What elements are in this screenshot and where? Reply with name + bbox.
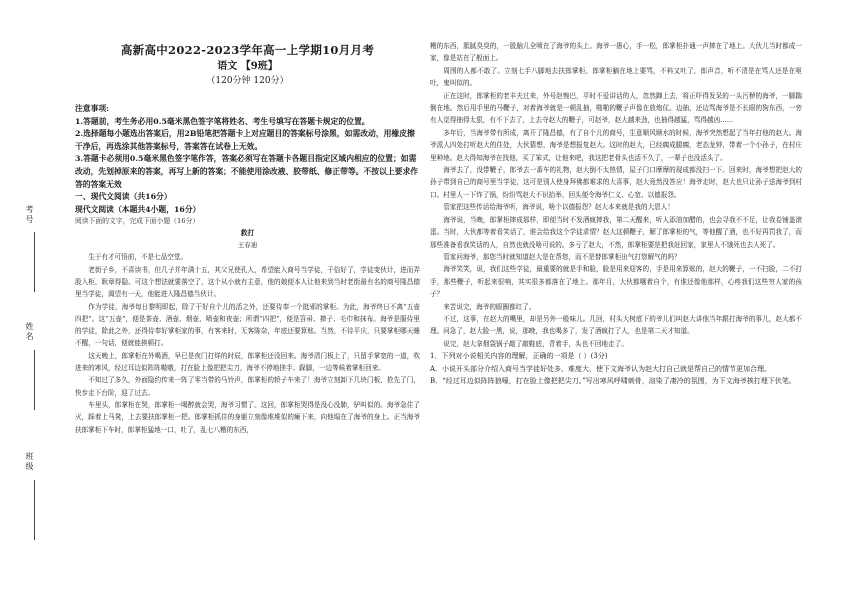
exam-no-line	[34, 232, 35, 292]
passage-paragraph: 正在这时，郎掌柜的老丰夫过来，外号赵惋巴，平时不爱讲话的人，忽然蹿上去，将正吓得发呆的一头污秽的海爷，一脚踹倒在地。然后用手里的马鞭子，对着海爷就是一顿乱抽，啪啪的鞭子声像在放炮仗。边抽，还边骂海爷是不长眼的狗东西，一旁有人觉得抽得太狠，有不下去了，上去夺赵大的鞭子，可赵爷，赵大越来劲，也抽得越猛，骂得越凶……	[430, 91, 802, 125]
passage-paragraph: 不知过了多久，外面隐约传来一阵了零当带的马铃声，郎掌柜的轿子车来了！海爷立刻卸下几块门板，抢先了门，快步走下台阶，迎了过去。	[75, 376, 420, 397]
section-subheading: 现代文阅读（本题共4小题，16分）	[75, 204, 201, 214]
right-column	[430, 40, 802, 388]
passage-author: 王春迪	[237, 241, 258, 250]
name-label: 姓名	[25, 322, 34, 342]
section-heading: 一、现代文阅读（共16分）	[75, 192, 172, 202]
passage-paragraph: 周围的人都不敢了。立刻七手八脚地去扶郎掌柜。郎掌柜躺在地上要骂，不料又吐了，郎声音，听不清是在骂人还是在呕吐，鬼叫似的。	[430, 66, 802, 88]
question-option-a: A．小说开头部分介绍入商号当学徒好处多、难度大，使下文海爷认为赵大打自己就是帮自己的情节更加合理。	[430, 364, 772, 373]
exam-title: 高新高中2022-2023学年高一上学期10月月考	[120, 43, 375, 57]
reading-instruction: 阅读下面的文字，完成下面小题（16分）	[75, 217, 200, 226]
passage-paragraph: 海爷说，当晚，郎掌柜摔成那样，即便当时不发酒疯摔我，第二天醒来，听人添油加醋的，也会寻我不不足，让我卷铺盖滚蛋。当时，大伙都等着看笑话了，谁会给我这个学徒求情？赵大这顿鞭子，解了郎掌柜的气，等他醒了酒，也不好再罚我了，而那些准备看我笑话的人，自然也就没啥可说的。多亏了赵大，不然，郎掌柜要是把我赶回家，家里人不饿死也去人死了。	[430, 215, 802, 249]
passage-paragraph: 来苦说完，海爷的眼圈都红了。	[443, 302, 536, 311]
passage-paragraph: 管家把这些传话给海爷听，海爷说，啥个以德报怨？赵大本来就是我的大恩人！	[443, 203, 674, 212]
name-line	[34, 350, 35, 410]
passage-paragraph: 不过，这事，在赵大的嘴里，却是另外一般味儿。几回，村头大树底下的爷儿们叫赵大讲他当年跟打海爷的事儿，赵大都不理。问急了，赵大脸一黑，说，那晚，我也喝多了，发了酒疯打了人，也是第二天才知道。	[430, 314, 802, 336]
notes-title: 注意事项:	[75, 104, 110, 113]
binding-margin	[0, 0, 62, 608]
notes-item: 3.答题卡必须用0.5毫米黑色签字笔作答，答案必须写在答题卡各题目指定区域内相应的位置；如需改动，先划掉原来的答案，再写上新的答案；不能使用涂改液、胶带纸、修正带等。不按以上要求作答的答案无效	[75, 154, 419, 189]
class-line	[34, 480, 35, 540]
passage-paragraph: 这天晚上，郎掌柜在外喝酒，早已是夜门打烊的时辰，郎掌柜还没回来。海爷清门板上了，只留手掌宽的一道，吹进来的寒风，经过耳边似阵阵嗷嗷，打在脸上像把把尖刀，海爷不停地搓手、跺脚，一边等候着掌柜回来。	[75, 351, 420, 373]
passage-paragraph: 海爷笑笑，说，我们这些学徒，最重要的就是手和脸，脸是用来迎客的，手是用来算账的，赵大的鞭子，一不扫脸，二不打手，那些鞭子，听起来很响，其实很多都落在了地上。那年月，大伙都嚷着自个，有谁还像他那样，心疼我们这些穷人家的孩子？	[430, 265, 802, 299]
passage-paragraph: 生于有才可悟前，不是七品空堂。	[88, 253, 188, 262]
exam-no-label: 考号	[25, 205, 34, 225]
passage-paragraph: 说完，赵大拿烟袋锅子敲了敲鞋底，背着手，头也不回地走了。	[443, 339, 628, 348]
notes-item: 1.答题前，考生务必用0.5毫米黑色签字笔将姓名、考生号填写在答题卡规定的位置。	[75, 116, 370, 126]
passage-paragraph: 糟的东西，胝腻臭臭的，一股脑儿全喷在了海爷的头上。海爷一愚心，手一松，郎掌柜扑通一声摔在了地上。大伙儿当时都成一家，像是站在了般面上。	[430, 42, 802, 63]
passage-title: 救打	[240, 229, 255, 238]
class-label: 班级	[25, 452, 34, 472]
passage-paragraph: 作为学徒，海爷每日黎明即起，除了干好自个儿的活之外，还要侍奉一个挺邪的掌柜。为此，海爷终日不离“五壶四把”。这“五壶”，便是茶壶、酒壶、烟壶、喷壶和夜壶；所谓“四把”，便是笤帚、掸子、毛巾和抹布。海爷是服侍里的学徒，除此之外，还得侍奉好掌柜家的事，有客来时，无客陈杂，年底还要算账。当然，不待平庆，只要掌柜哪天睡不醒，一句话，便就能挨顿打。	[75, 302, 420, 348]
question-stem: 1．下列对小说相关内容的理解，正确的一项是（ ）(3分)	[430, 352, 608, 361]
passage-paragraph: 海爷去了，没带鞭子，郎爷去一番车的礼物，赵大倒不太热情，屋子门口摩摩的现成都没扫一下。回来时，海爷想把赵大的孙子带到自己的商号里当学徒，这可是别人使身拜佛都难求的大喜事，赵大竟然没答应！海爷走时，赵大也只让孙子送海爷到村口。村里人一下炸了锅，纷纷骂赵大不识抬举，回头便令海爷仁义、心宽、以德报怨。	[430, 166, 802, 199]
question-option-b: B．“经过耳边似阵阵狼嚎，打在脸上像把把尖刀。”写出寒风呼啸刺骨，渲染了凄冷的氛围，为下文海爷挨打埋下伏笔。	[430, 377, 796, 386]
exam-subject: 语文 【9班】	[217, 61, 278, 72]
passage-paragraph: 多年后，当海爷带有所成，离开了隆昌德，有了自个儿的商号，生意顺风顺水的时候，海爷突然想起了当年打他的赵大。海爷派人四处打听赵大的住处，大伙猜想，海爷是想报复赵大。这时的赵大，已经瘸成腿瘸，老态龙钟，带着一个小孙子，在村庄里种地。赵大得知海爷在找他，买了笨式，让他来吧，我这把老骨头也活不久了，一辈子也没活头了。	[430, 128, 802, 162]
exam-duration: （120分钟 120分）	[206, 76, 289, 86]
notes-item: 2.选择题每小题选出答案后，用2B铅笔把答题卡上对应题目的答案标号涂黑，如需改动，用橡皮擦干净后，再选涂其他答案标号，答案答在试卷上无效。	[75, 129, 415, 151]
passage-paragraph: 老街子乡，不喜读书，但几子并年满十五，其父兄使孔人，希望能入商号当学徒，干俗好了，学徒变伙计，进而弄股入柜，耿章得隐。可这个想法就要落空了，这个从小就有主意，他的娘便本人让他来到当时老街最有名的商号隆昌德里当学徒，渴望有一天，他能进入隆昌德当伙计。	[75, 265, 420, 299]
passage-paragraph: 管家问海爷，那您当时就知道赵大是在帮您，而不是替郎掌柜出气打您解气的吗？	[443, 252, 681, 261]
passage-paragraph: 车里头，郎掌柜在哭，郎掌柜一喝醉就会哭，海爷习惯了。这回，郎掌柜哭得是没心没肺，驴叫似的。海爷急住了灭，踩着上马凳，上去要扶郎掌柜一把。郎掌柜抓住的身躯立刻像堆堆似的瘫下来，向他塌在了海爷的身上。正当海爷扶郎掌柜下车时，郎掌柜猛地一口，吐了，乱七八糟的东西，	[75, 400, 420, 434]
left-column	[75, 42, 420, 436]
